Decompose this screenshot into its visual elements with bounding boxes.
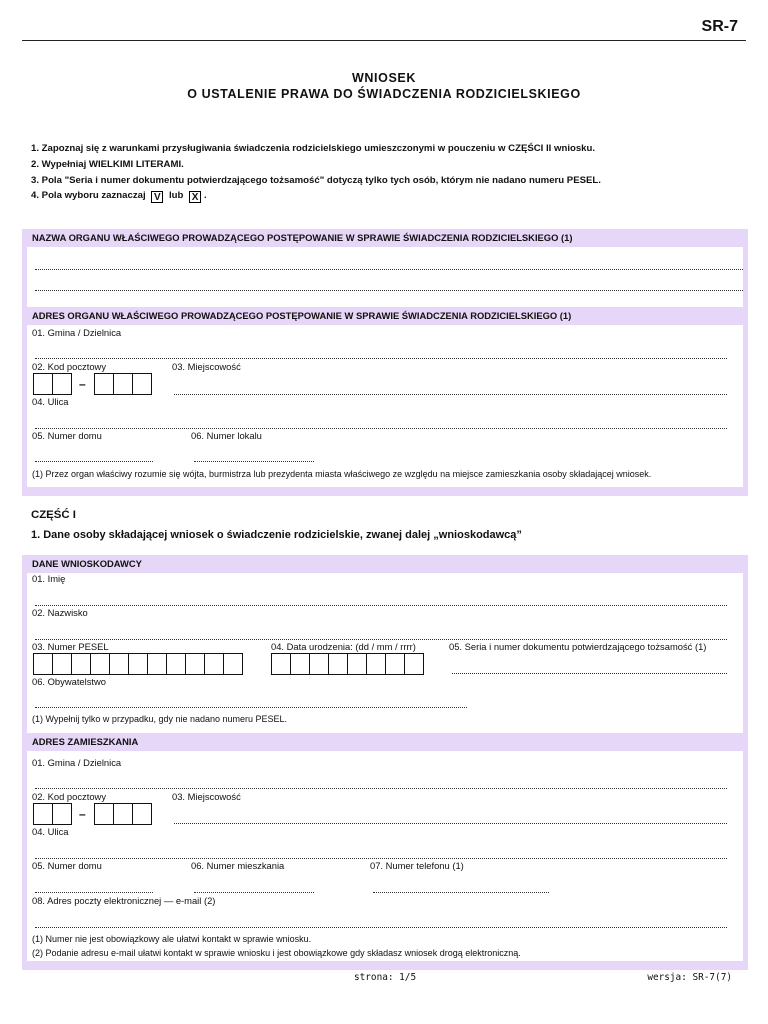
digit-box[interactable] <box>385 653 405 675</box>
digit-box[interactable] <box>309 653 329 675</box>
part-title: CZĘŚĆ I <box>31 509 76 521</box>
instruction-4-lub: lub <box>168 190 184 201</box>
instruction-4-text: 4. Pola wyboru zaznaczaj <box>31 190 146 201</box>
res-nr-domu-field[interactable] <box>35 892 153 893</box>
res-gmina-label: 01. Gmina / Dzielnica <box>32 757 122 768</box>
organ-miejscowosc-label: 03. Miejscowość <box>172 361 241 372</box>
digit-box[interactable] <box>223 653 243 675</box>
organ-nr-domu-label: 05. Numer domu <box>32 430 102 441</box>
pesel-boxes[interactable] <box>33 653 242 675</box>
digit-box[interactable] <box>128 653 148 675</box>
instruction-3: 3. Pola "Seria i numer dokumentu potwierdzającego tożsamość" dotyczą tylko tych osób, którym nie nadano numeru PESEL. <box>31 175 601 186</box>
res-kod-part2[interactable] <box>94 803 151 825</box>
res-telefon-label: 07. Numer telefonu (1) <box>370 860 464 871</box>
digit-box[interactable] <box>52 803 72 825</box>
organ-ulica-label: 04. Ulica <box>32 396 69 407</box>
res-ulica-field[interactable] <box>35 858 727 859</box>
organ-panel <box>22 229 748 496</box>
organ-name-field-2[interactable] <box>35 290 743 291</box>
digit-box[interactable] <box>166 653 186 675</box>
obywatelstwo-label: 06. Obywatelstwo <box>32 676 106 687</box>
organ-gmina-label: 01. Gmina / Dzielnica <box>32 327 122 338</box>
form-code: SR-7 <box>701 18 738 35</box>
form-version: wersja: SR-7(7) <box>647 972 732 983</box>
res-telefon-field[interactable] <box>373 892 549 893</box>
form-subtitle: O USTALENIE PRAWA DO ŚWIADCZENIA RODZICIELSKIEGO <box>187 87 581 101</box>
res-ulica-label: 04. Ulica <box>32 826 69 837</box>
digit-box[interactable] <box>271 653 291 675</box>
organ-kod-part2[interactable] <box>94 373 151 395</box>
instruction-1: 1. Zapoznaj się z warunkami przysługiwania świadczenia rodzicielskiego umieszczonymi w pouczeniu w CZĘŚCI II wniosku. <box>31 143 596 154</box>
digit-box[interactable] <box>90 653 110 675</box>
applicant-footnote: (1) Wypełnij tylko w przypadku, gdy nie nadano numeru PESEL. <box>32 714 288 724</box>
organ-name-field-1[interactable] <box>35 269 743 270</box>
digit-box[interactable] <box>185 653 205 675</box>
organ-nr-lokalu-label: 06. Numer lokalu <box>191 430 262 441</box>
organ-ulica-field[interactable] <box>35 428 727 429</box>
digit-box[interactable] <box>328 653 348 675</box>
header-divider <box>22 40 746 41</box>
digit-box[interactable] <box>94 803 114 825</box>
imie-field[interactable] <box>35 605 727 606</box>
organ-address-header: ADRES ORGANU WŁAŚCIWEGO PROWADZĄCEGO POSTĘPOWANIE W SPRAWIE ŚWIADCZENIA RODZICIELSKIEGO (1) <box>27 307 743 325</box>
data-urodzenia-boxes[interactable] <box>271 653 423 675</box>
seria-label: 05. Seria i numer dokumentu potwierdzającego tożsamość (1) <box>449 641 707 652</box>
res-miejscowosc-label: 03. Miejscowość <box>172 791 241 802</box>
digit-box[interactable] <box>404 653 424 675</box>
imie-label: 01. Imię <box>32 573 66 584</box>
digit-box[interactable] <box>132 803 152 825</box>
organ-nr-lokalu-field[interactable] <box>194 461 314 462</box>
nazwisko-field[interactable] <box>35 639 727 640</box>
organ-kod-part1[interactable] <box>33 373 71 395</box>
digit-box[interactable] <box>113 373 133 395</box>
organ-name-header: NAZWA ORGANU WŁAŚCIWEGO PROWADZĄCEGO POSTĘPOWANIE W SPRAWIE ŚWIADCZENIA RODZICIELSKIEGO (1) <box>27 229 743 247</box>
part-subtitle: 1. Dane osoby składającej wniosek o świadczenie rodzicielskie, zwanej dalej „wnioskodawcą” <box>31 529 522 541</box>
digit-box[interactable] <box>204 653 224 675</box>
organ-footnote: (1) Przez organ właściwy rozumie się wójta, burmistrza lub prezydenta miasta właściwego ze względu na miejsce zamieszkania osoby składającej wniosek. <box>32 469 652 479</box>
res-kod-label: 02. Kod pocztowy <box>32 791 107 802</box>
residence-footnote-1: (1) Numer nie jest obowiązkowy ale ułatwi kontakt w sprawie wniosku. <box>32 934 312 944</box>
data-urodzenia-label: 04. Data urodzenia: (dd / mm / rrrr) <box>271 641 416 652</box>
organ-miejscowosc-field[interactable] <box>174 394 727 395</box>
page-number: strona: 1/5 <box>354 972 417 983</box>
organ-nr-domu-field[interactable] <box>35 461 153 462</box>
applicant-header: DANE WNIOSKODAWCY <box>27 555 743 573</box>
instruction-2: 2. Wypełniaj WIELKIMI LITERAMI. <box>31 159 184 170</box>
res-nr-domu-label: 05. Numer domu <box>32 860 102 871</box>
residence-footnote-2: (2) Podanie adresu e-mail ułatwi kontakt w sprawie wniosku i jest obowiązkowe gdy składasz wniosek drogą elektroniczną. <box>32 948 521 958</box>
nazwisko-label: 02. Nazwisko <box>32 607 88 618</box>
checkmark-x-icon: X <box>189 191 201 203</box>
res-gmina-field[interactable] <box>35 788 727 789</box>
seria-field[interactable] <box>452 673 727 674</box>
res-nr-mieszkania-label: 06. Numer mieszkania <box>191 860 285 871</box>
digit-box[interactable] <box>347 653 367 675</box>
digit-box[interactable] <box>71 653 91 675</box>
digit-box[interactable] <box>366 653 386 675</box>
digit-box[interactable] <box>52 653 72 675</box>
digit-box[interactable] <box>94 373 114 395</box>
digit-box[interactable] <box>290 653 310 675</box>
res-kod-part1[interactable] <box>33 803 71 825</box>
instruction-4: 4. Pola wyboru zaznaczaj V lub X . <box>31 190 207 203</box>
organ-kod-label: 02. Kod pocztowy <box>32 361 107 372</box>
residence-header: ADRES ZAMIESZKANIA <box>27 733 743 751</box>
kod-dash: – <box>79 807 86 821</box>
digit-box[interactable] <box>33 653 53 675</box>
res-nr-mieszkania-field[interactable] <box>194 892 314 893</box>
digit-box[interactable] <box>33 803 53 825</box>
form-title: WNIOSEK <box>352 71 416 85</box>
kod-dash: – <box>79 377 86 391</box>
digit-box[interactable] <box>147 653 167 675</box>
digit-box[interactable] <box>52 373 72 395</box>
pesel-label: 03. Numer PESEL <box>32 641 109 652</box>
digit-box[interactable] <box>113 803 133 825</box>
res-email-field[interactable] <box>35 927 727 928</box>
obywatelstwo-field[interactable] <box>35 707 467 708</box>
res-email-label: 08. Adres poczty elektronicznej — e-mail (2) <box>32 895 216 906</box>
res-miejscowosc-field[interactable] <box>174 823 727 824</box>
digit-box[interactable] <box>109 653 129 675</box>
checkmark-v-icon: V <box>151 191 163 203</box>
applicant-panel <box>22 555 748 970</box>
organ-gmina-field[interactable] <box>35 358 727 359</box>
digit-box[interactable] <box>33 373 53 395</box>
digit-box[interactable] <box>132 373 152 395</box>
